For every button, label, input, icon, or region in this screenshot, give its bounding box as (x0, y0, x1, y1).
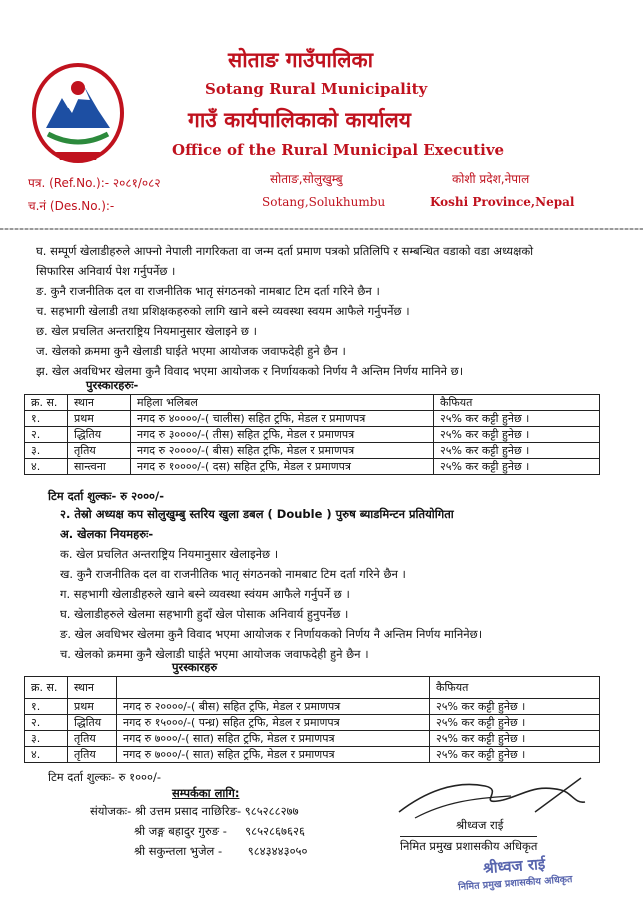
header-cell: कैफियत (430, 677, 600, 699)
header-cell: स्थान (68, 677, 117, 699)
cell: नगद रु १००००/-( दस) सहित ट्रफि, मेडल र प्रमाणपत्र (131, 459, 434, 475)
contacts-heading: सम्पर्कका लागि: (172, 786, 240, 800)
cell: नगद रु ३००००/-( तीस) सहित ट्रफि, मेडल र प्रमाणपत्र (131, 427, 434, 443)
rule-line: ज. खेलको क्रममा कुनै खेलाडी घाईते भएमा आयोजक जवाफदेही हुने छैन । (36, 344, 346, 358)
header-cell: स्थान (68, 395, 131, 411)
table-row (25, 459, 600, 475)
header-cell: क्र. स. (25, 677, 68, 699)
title-nepali: सोताङ गाउँपालिका (228, 47, 374, 72)
cell: ४. (25, 459, 68, 475)
title-english: Sotang Rural Municipality (205, 80, 428, 98)
rule-line: ङ. खेल अवधिभर खेलमा कुनै विवाद भएमा आयोजक र निर्णायकको निर्णय नै अन्तिम निर्णय मानिनेछ। (60, 627, 483, 641)
stamp-name: श्रीध्वज राई (482, 854, 546, 878)
table-row (25, 731, 600, 747)
cell: नगद रु ७०००/-( सात) सहित ट्रफि, मेडल र प्रमाणपत्र (117, 731, 430, 747)
team-fee: टिम दर्ता शुल्कः- रु २०००/- (48, 489, 165, 503)
municipality-emblem (26, 58, 130, 168)
table-row (25, 715, 600, 731)
cell: नगद रु १५०००/-( पन्ध्र) सहित ट्रफि, मेडल र प्रमाणपत्र (117, 715, 430, 731)
cell: प्रथम (68, 699, 117, 715)
cell: २५% कर कट्टी हुनेछ । (430, 715, 600, 731)
signatory-name: श्रीध्वज राई (456, 818, 504, 832)
cell: २. (25, 715, 68, 731)
cell: नगद रु ४००००/-( चालीस) सहित ट्रफि, मेडल र प्रमाणपत्र (131, 411, 434, 427)
table-row (25, 411, 600, 427)
cell: सान्त्वना (68, 459, 131, 475)
rule-line: ख. कुनै राजनीतिक दल वा राजनीतिक भातृ संगठनको नामबाट टिम दर्ता गरिने छैन । (60, 567, 406, 581)
cell: नगद रु २००००/-( बीस) सहित ट्रफि, मेडल र प्रमाणपत्र (117, 699, 430, 715)
rules-heading: अ. खेलका नियमहरुः- (60, 527, 154, 541)
prize-table-badminton (24, 676, 600, 763)
cell: तृतिय (68, 443, 131, 459)
cell: २५% कर कट्टी हुनेछ । (434, 411, 600, 427)
province-english: Koshi Province,Nepal (430, 195, 575, 209)
header-cell (117, 677, 430, 699)
table-row (25, 427, 600, 443)
province-nepali: कोशी प्रदेश,नेपाल (452, 172, 530, 186)
cell: तृतिय (68, 747, 117, 763)
location-english: Sotang,Solukhumbu (262, 195, 386, 209)
cell: प्रथम (68, 411, 131, 427)
table-header-row (25, 677, 600, 699)
prizes-heading: पुरस्कारहरु (172, 660, 218, 674)
table-row (25, 699, 600, 715)
official-stamp (429, 850, 602, 906)
cell: २५% कर कट्टी हुनेछ । (430, 731, 600, 747)
cell: ३. (25, 731, 68, 747)
contact-line: संयोजकः- श्री उत्तम प्रसाद नाछिरिङ- ९८५२८८२७७ (90, 804, 299, 818)
rule-line: च. खेलको क्रममा कुनै खेलाडी घाईते भएमा आयोजक जवाफदेही हुने छैन । (60, 647, 369, 661)
rule-line: घ. खेलाडीहरुले खेलमा सहभागी हुदाँ खेल पोसाक अनिवार्य हुनुपर्नेछ । (60, 607, 349, 621)
rule-line: छ. खेल प्रचलित अन्तराष्ट्रिय नियमानुसार खेलाइने छ । (36, 324, 257, 338)
section-title: २. तेस्रो अध्यक्ष कप सोलुखुम्बु स्तरिय खुला डबल ( Double ) पुरुष ब्याडमिन्टन प्रतियोगिता (60, 507, 454, 521)
cell: २५% कर कट्टी हुनेछ । (430, 699, 600, 715)
rule-line: ग. सहभागी खेलाडीहरुले खाने बस्ने व्यवस्था स्वंयम आफैले गर्नुपर्ने छ । (60, 587, 350, 601)
rule-line: ङ. कुनै राजनीतिक दल वा राजनीतिक भातृ संगठनको नामबाट टिम दर्ता गरिने छैन । (36, 284, 380, 298)
header-cell: क्र. स. (25, 395, 68, 411)
cell: द्धितिय (68, 427, 131, 443)
cell: २५% कर कट्टी हुनेछ । (434, 427, 600, 443)
office-english: Office of the Rural Municipal Executive (172, 141, 505, 159)
cell: नगद रु २००००/-( बीस) सहित ट्रफि, मेडल र प्रमाणपत्र (131, 443, 434, 459)
rule-line: झ. खेल अवधिभर खेलमा कुनै विवाद भएमा आयोजक र निर्णायकको निर्णय नै अन्तिम निर्णय मानिने छ। (36, 364, 464, 378)
prize-table-volleyball (24, 394, 600, 475)
table-row (25, 443, 600, 459)
table-header-row (25, 395, 600, 411)
rule-line: च. सहभागी खेलाडी तथा प्रशिक्षकहरुको लागि खाने बस्ने व्यवस्था स्वयम आफैले गर्नुपर्नेछ । (36, 304, 410, 318)
rule-line: घ. सम्पूर्ण खेलाडीहरुले आफ्नो नेपाली नागरिकता वा जन्म दर्ता प्रमाण पत्रको प्रतिलिपि र सम्बन्धित वडाको वडा अध्यक्षको (36, 244, 534, 258)
cell: ४. (25, 747, 68, 763)
ref-number: पत्र. (Ref.No.):- २०८१/०८२ (28, 176, 161, 190)
prizes-heading: पुरस्कारहरुः- (86, 378, 139, 392)
table-row (25, 747, 600, 763)
signatory-designation: निमित प्रमुख प्रशासकीय अधिकृत (400, 836, 537, 854)
cell: २५% कर कट्टी हुनेछ । (434, 443, 600, 459)
cell: तृतिय (68, 731, 117, 747)
cell: २. (25, 427, 68, 443)
location-nepali: सोताङ,सोलुखुम्बु (270, 172, 343, 186)
cell: २५% कर कट्टी हुनेछ । (434, 459, 600, 475)
header-cell: महिला भलिबल (131, 395, 434, 411)
cell: २५% कर कट्टी हुनेछ । (430, 747, 600, 763)
cell: ३. (25, 443, 68, 459)
office-nepali: गाउँ कार्यपालिकाको कार्यालय (188, 107, 411, 132)
cell: १. (25, 411, 68, 427)
contact-line: श्री सकुन्तला भुजेल - ९८४३४४३०५० (134, 844, 308, 858)
rule-line: सिफारिस अनिवार्य पेश गर्नुपर्नेछ । (36, 264, 176, 278)
team-fee: टिम दर्ता शुल्कः- रु १०००/- (48, 770, 162, 784)
cell: द्धितिय (68, 715, 117, 731)
rule-line: क. खेल प्रचलित अन्तराष्ट्रिय नियमानुसार खेलाइनेछ । (60, 547, 279, 561)
cell: नगद रु ७०००/-( सात) सहित ट्रफि, मेडल र प्रमाणपत्र (117, 747, 430, 763)
header-cell: कैफियत (434, 395, 600, 411)
stamp-designation: निमित प्रमुख प्रशासकीय अधिकृत (457, 874, 573, 893)
cell: १. (25, 699, 68, 715)
header-divider (0, 228, 643, 230)
des-number: च.नं (Des.No.):- (28, 199, 115, 213)
contact-line: श्री जङ्ग बहादुर गुरुङ - ९८५२८६७६२६ (134, 824, 305, 838)
